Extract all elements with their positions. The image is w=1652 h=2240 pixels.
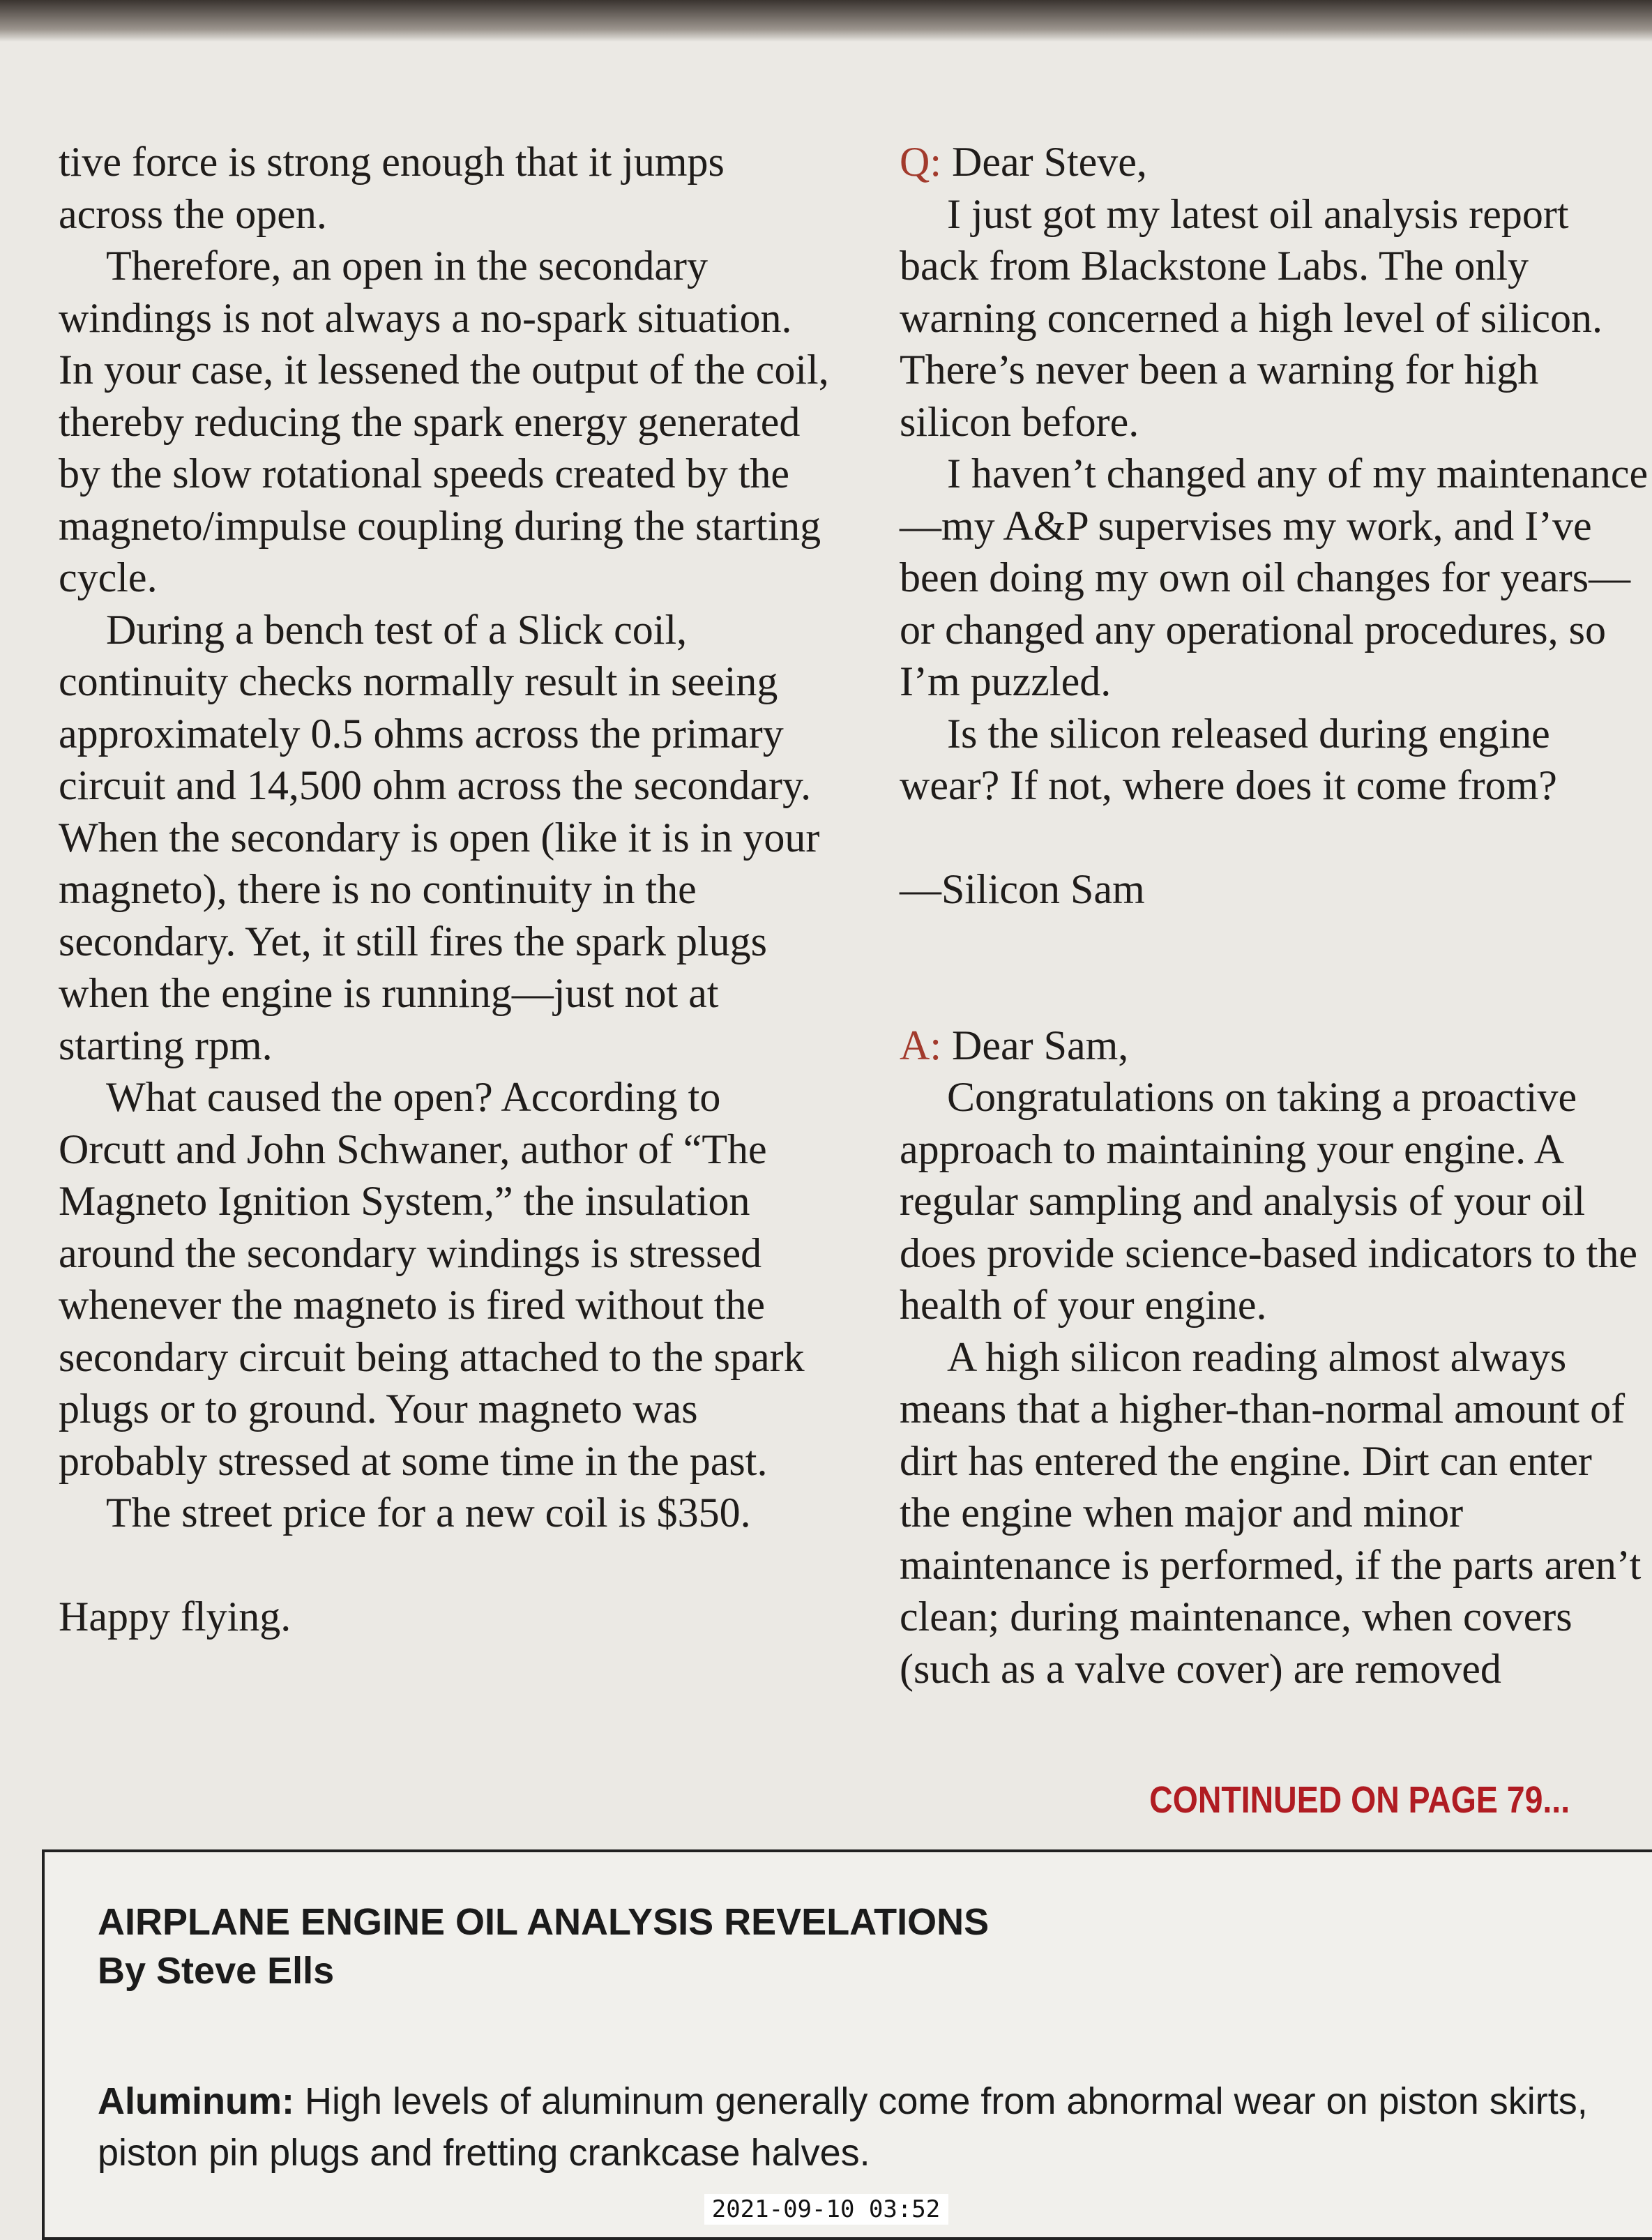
answer-marker: A: (900, 1022, 941, 1068)
sidebar-term: Aluminum: (98, 2080, 294, 2122)
question-paragraph-3: Is the silicon released during engine wear? If not, where does it come from? (900, 710, 1557, 808)
left-paragraph-3: During a bench test of a Slick coil, continuity checks normally result in seeing approximately 0.5 ohms across the primary circuit and 14,500 ohm across the secondary. When the secondary is open (like it is in your magneto), there is no continuity in the secondary. Yet, it still fires the spark plugs when the engine is running—just not at starting rpm. (59, 606, 820, 1068)
left-column (59, 136, 833, 1643)
left-paragraph-4: What caused the open? According to Orcutt and John Schwaner, author of “The Magneto Ignition System,” the insulation around the secondary windings is stressed whenever the magneto is fired without the secondary circuit being attached to the spark plugs or to ground. Your magneto was probably stressed at some time in the past. (59, 1074, 805, 1484)
question-signature: —Silicon Sam (900, 866, 1145, 912)
sidebar-text: High levels of aluminum generally come from abnormal wear on piston skirts, piston pin plugs and fretting crankcase halves. (98, 2080, 1588, 2174)
page-top-shadow (0, 0, 1652, 42)
left-paragraph-2: Therefore, an open in the secondary windings is not always a no-spark situation. In your case, it lessened the output of the coil, thereby reducing the spark energy generated by the slow rotational speeds created by the magneto/impulse coupling during the starting cycle. (59, 243, 829, 600)
sidebar-body (98, 2075, 1597, 2179)
spacer (900, 812, 1652, 864)
question-salutation-text: Dear Steve, (952, 139, 1147, 185)
answer-paragraph-1: Congratulations on taking a proactive approach to maintaining your engine. A regular sampling and analysis of your oil does provide science-based indicators to the health of your engine. (900, 1074, 1637, 1328)
left-signoff: Happy flying. (59, 1594, 291, 1640)
timestamp: 2021-09-10 03:52 (711, 2195, 941, 2223)
answer-salutation-text: Dear Sam, (952, 1022, 1129, 1068)
question-salutation (900, 136, 1652, 188)
question-marker: Q: (900, 139, 941, 185)
right-column (900, 136, 1652, 1695)
spacer (900, 916, 1652, 1020)
answer-salutation (900, 1020, 1652, 1072)
left-paragraph-1: tive force is strong enough that it jumps across the open. (59, 139, 725, 237)
sidebar-box (42, 1849, 1652, 2240)
answer-paragraph-2: A high silicon reading almost always means that a higher-than-normal amount of dirt has entered the engine. Dirt can enter the engine when major and minor maintenance is performed, if the parts aren’t clean; during maintenance, when covers (such as a valve cover) are removed (900, 1333, 1642, 1692)
left-paragraph-5: The street price for a new coil is $350. (106, 1490, 751, 1536)
sidebar-author: By Steve Ells (98, 1950, 335, 1992)
continued-notice: CONTINUED ON PAGE 79... (1149, 1779, 1570, 1821)
spacer (59, 1539, 833, 1591)
question-paragraph-2: I haven’t changed any of my maintenance—my A&P supervises my work, and I’ve been doing my own oil changes for years—or changed any operational procedures, so I’m puzzled. (900, 451, 1649, 704)
question-paragraph-1: I just got my latest oil analysis report back from Blackstone Labs. The only warning concerned a high level of silicon. There’s never been a warning for high silicon before. (900, 190, 1602, 445)
sidebar-title: AIRPLANE ENGINE OIL ANALYSIS REVELATIONS (98, 1901, 990, 1943)
